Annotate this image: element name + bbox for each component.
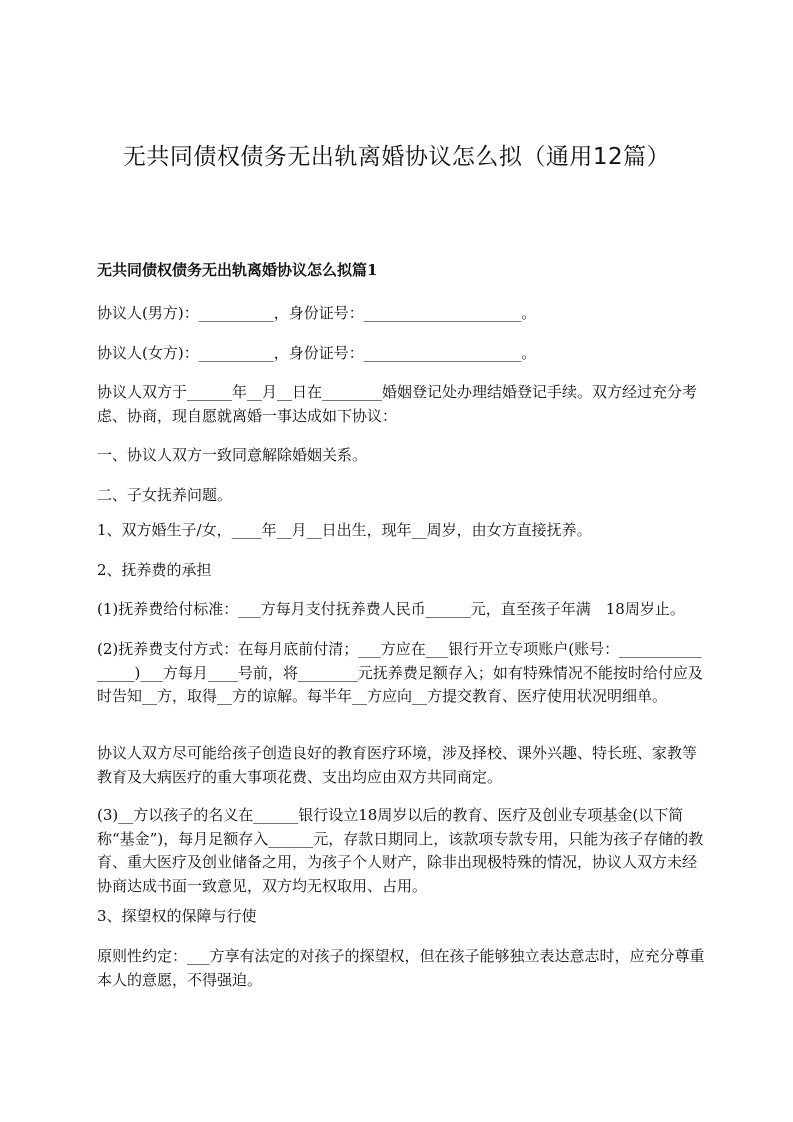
paragraph-clause-2: 二、子女抚养问题。 xyxy=(97,486,233,504)
paragraph-visitation-principle: 原则性约定：___方享有法定的对孩子的探望权，但在孩子能够独立表达意志时，应充分尊重本人的意愿，不得强迫。 xyxy=(97,947,705,989)
section-title: 无共同债权债务无出轨离婚协议怎么拟篇1 xyxy=(97,261,378,279)
paragraph-female-party: 协议人(女方)：__________，身份证号：_____________________。 xyxy=(97,344,537,362)
paragraph-support-heading: 2、抚养费的承担 xyxy=(97,561,212,579)
paragraph-child-info: 1、双方婚生子/女，____年__月__日出生，现年__周岁，由女方直接抚养。 xyxy=(97,521,592,539)
paragraph-marriage-registration: 协议人双方于______年__月__日在________婚姻登记处办理结婚登记手续。双方经过充分考虑、协商，现自愿就离婚一事达成如下协议： xyxy=(97,383,698,425)
paragraph-clause-1: 一、协议人双方一致同意解除婚姻关系。 xyxy=(97,446,368,464)
document-title: 无共同债权债务无出轨离婚协议怎么拟（通用12篇） xyxy=(122,144,671,170)
paragraph-male-party: 协议人(男方)：__________，身份证号：_____________________。 xyxy=(97,304,537,322)
paragraph-visitation-heading: 3、探望权的保障与行使 xyxy=(97,907,257,925)
paragraph-fund: (3)__方以孩子的名义在______银行设立18周岁以后的教育、医疗及创业专项基金(以下简称“基金”)，每月足额存入______元，存款日期同上，该款项专款专用，只能为孩子存储的教育、重大医疗及创业储备之用，为孩子个人财产，除非出现极特殊的情况，协议人双方未经协商达成书面一致意见，双方均无权取用、占用。 xyxy=(97,806,704,895)
paragraph-support-standard: (1)抚养费给付标准：___方每月支付抚养费人民币______元，直至孩子年满 18周岁止。 xyxy=(97,600,685,618)
paragraph-support-payment: (2)抚养费支付方式：在每月底前付清；___方应在___银行开立专项账户(账号：________________)___方每月____号前，将________元抚养费足额存入；如有特殊情况不能按时给付应及时告知__方，取得__方的谅解。每半年__方应向__方提交教育、医疗使用状况明细单。 xyxy=(97,640,703,705)
paragraph-education-environment: 协议人双方尽可能给孩子创造良好的教育医疗环境，涉及择校、课外兴趣、特长班、家教等教育及大病医疗的重大事项花费、支出均应由双方共同商定。 xyxy=(97,744,698,786)
